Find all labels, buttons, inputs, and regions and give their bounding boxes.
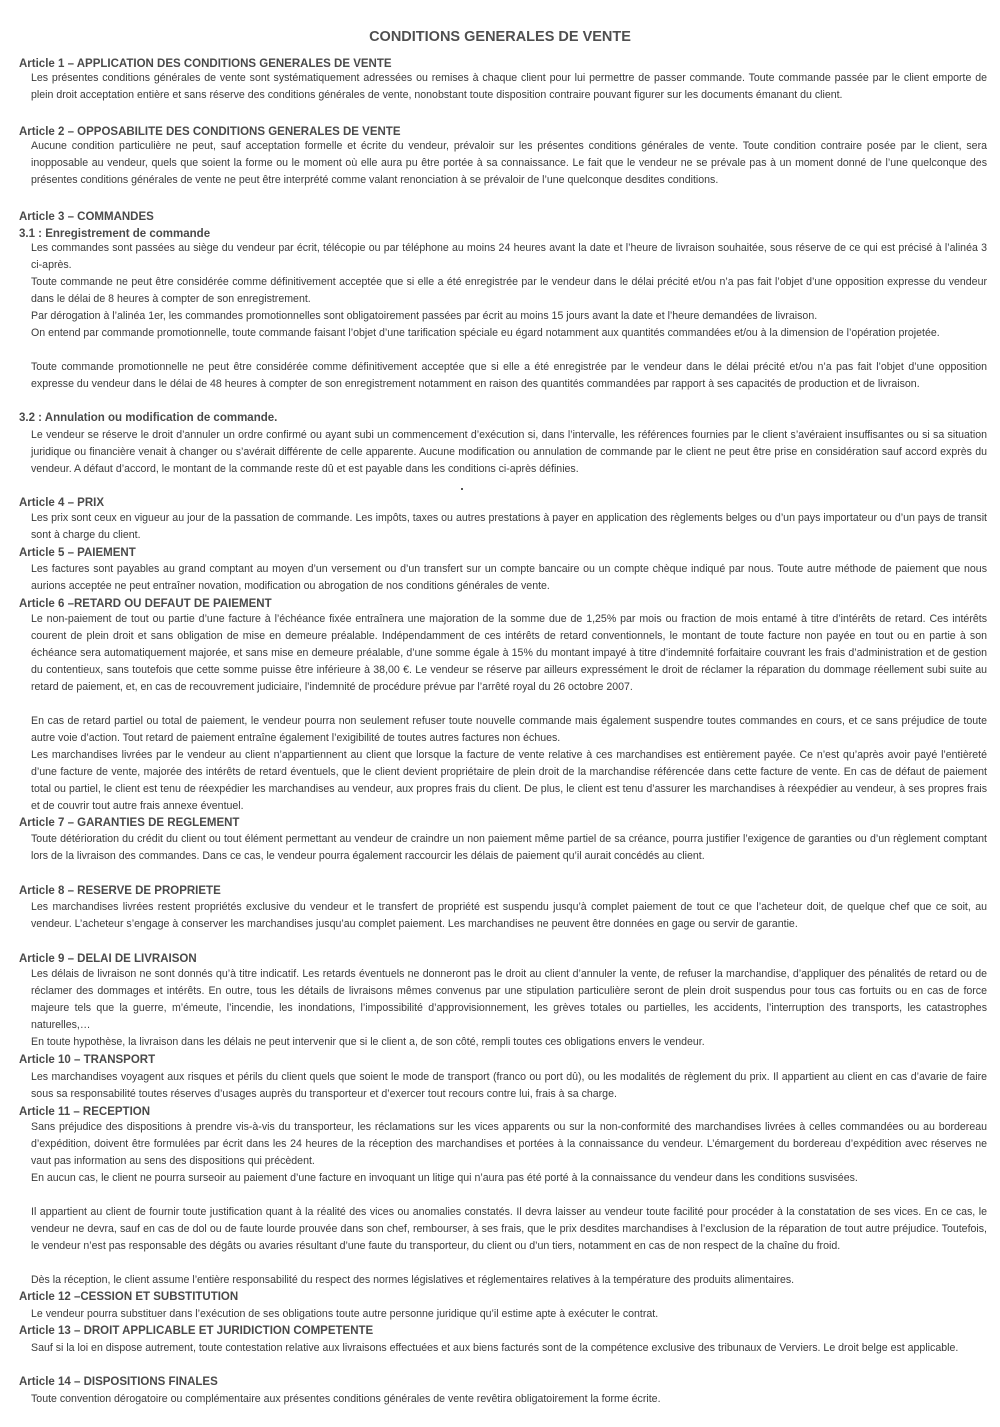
article-9-heading: Article 9 – DELAI DE LIVRAISON — [19, 953, 197, 965]
article-11-heading: Article 11 – RECEPTION — [19, 1106, 151, 1118]
article-4-heading: Article 4 – PRIX — [19, 497, 105, 509]
article-11-paragraph-1: Sans préjudice des dispositions à prendre vis-à-vis du transporteur, les réclamations sur les vices apparents ou sur la non-conformité des marchandises livrées à celles commandées ou au bordereau d’expédition, doivent être formulées par écrit dans les 24 heures de la réception des marchandises et portées à la connaissance du vendeur. L’émargement du bordereau d’expédition avec réserves ne vaut pas information au sens des dispositions qui précèdent. — [31, 1121, 987, 1167]
article-14-heading: Article 14 – DISPOSITIONS FINALES — [19, 1376, 218, 1388]
article-3-heading: Article 3 – COMMANDES — [19, 211, 154, 223]
article-11-paragraph-3: Il appartient au client de fournir toute justification quant à la réalité des vices ou anomalies constatés. Il devra laisser au vendeur toute facilité pour procéder à la constatation de ses vices. En ce cas, le vendeur ne devra, sauf en cas de dol ou de faute lourde prouvée dans son chef, rembourser, à ses frais, que le prix desdites marchandises à l’exclusion de la réparation de tout autre préjudice. Toutefois, le vendeur n’est pas responsable des dégâts ou avaries résultant d’une faute du transporteur, du client ou d’un tiers, notamment en cas de non respect de la chaîne du froid. — [31, 1206, 987, 1252]
article-8-paragraph: Les marchandises livrées restent propriétés exclusive du vendeur et le transfert de propriété est suspendu jusqu’à complet paiement de tout ce que l’acheteur doit, de quelque chef que ce soit, au vendeur. L’acheteur s’engage à conserver les marchandises jusqu’au complet paiement. Les marchandises ne peuvent être données en gage ou servir de garantie. — [31, 901, 987, 930]
article-3-paragraph-2: Toute commande ne peut être considérée comme définitivement acceptée que si elle a été enregistrée par le vendeur dans le délai précité et/ou n’a pas fait l’objet d’une opposition expresse du vendeur dans le délai de 8 heures à compter de son enregistrement. — [31, 276, 987, 305]
article-6-heading: Article 6 –RETARD OU DEFAUT DE PAIEMENT — [19, 598, 272, 610]
article-13-heading: Article 13 – DROIT APPLICABLE ET JURIDICTION COMPETENTE — [19, 1325, 374, 1337]
article-9-paragraph-2: En toute hypothèse, la livraison dans les délais ne peut intervenir que si le client a, de son côté, rempli toutes ces obligations envers le vendeur. — [31, 1036, 705, 1048]
article-5-paragraph: Les factures sont payables au grand comptant au moyen d’un versement ou d’un transfert sur un compte bancaire ou un compte chèque indiqué par nous. Toute autre méthode de paiement que nous aurions acceptée ne peut entraîner novation, modification ou abrogation de nos conditions générales de vente. — [31, 563, 987, 592]
document-title: CONDITIONS GENERALES DE VENTE — [369, 29, 631, 45]
article-12-heading: Article 12 –CESSION ET SUBSTITUTION — [19, 1291, 239, 1303]
article-13-paragraph: Sauf si la loi en dispose autrement, toute contestation relative aux livraisons effectuées et aux biens facturés sont de la compétence exclusive des tribunaux de Verviers. Le droit belge est applicable. — [31, 1342, 959, 1354]
article-3-paragraph-1: Les commandes sont passées au siège du vendeur par écrit, télécopie ou par téléphone au moins 24 heures avant la date et l’heure de livraison souhaitée, sous réserve de ce qui est précisé à l’alinéa 3 ci-après. — [31, 242, 987, 271]
article-3-paragraph-5: Toute commande promotionnelle ne peut être considérée comme définitivement acceptée que si elle a été enregistrée par le vendeur dans le délai précité et/ou n’a pas fait l’objet d’une opposition expresse du vendeur dans le délai de 48 heures à compter de son enregistrement notamment en raison des quantités commandées par rapport à ses capacités de production et de livraison. — [31, 361, 987, 390]
article-2-heading: Article 2 – OPPOSABILITE DES CONDITIONS GENERALES DE VENTE — [19, 126, 401, 138]
article-8-heading: Article 8 – RESERVE DE PROPRIETE — [19, 885, 221, 897]
article-7-heading: Article 7 – GARANTIES DE REGLEMENT — [19, 817, 240, 829]
scan-speck — [461, 488, 463, 490]
article-14-paragraph: Toute convention dérogatoire ou complémentaire aux présentes conditions générales de vente revêtira obligatoirement la forme écrite. — [31, 1393, 661, 1405]
article-3-1-heading: 3.1 : Enregistrement de commande — [19, 228, 211, 240]
article-1-paragraph: Les présentes conditions générales de vente sont systématiquement adressées ou remises à chaque client pour lui permettre de passer commande. Toute commande passée par le client emporte de plein droit acceptation entière et sans réserve des conditions générales de vente, nonobstant toute disposition contraire pouvant figurer sur les documents émanant du client. — [31, 72, 987, 101]
article-1-heading: Article 1 – APPLICATION DES CONDITIONS GENERALES DE VENTE — [19, 58, 392, 70]
article-10-paragraph: Les marchandises voyagent aux risques et périls du client quels que soient le mode de transport (franco ou port dû), ou les modalités de règlement du prix. Il appartient au client en cas d’avarie de faire sous sa responsabilité toutes réserves d’usages auprès du transporteur et d’exercer tout recours contre lui, frais à sa charge. — [31, 1071, 987, 1100]
article-3-paragraph-3: Par dérogation à l’alinéa 1er, les commandes promotionnelles sont obligatoirement passées par écrit au moins 15 jours avant la date et l’heure demandées de livraison. — [31, 310, 818, 322]
article-4-paragraph: Les prix sont ceux en vigueur au jour de la passation de commande. Les impôts, taxes ou autres prestations à payer en application des règlements belges ou d’un pays importateur ou d’un pays de transit sont à charge du client. — [31, 512, 987, 541]
article-12-paragraph: Le vendeur pourra substituer dans l’exécution de ses obligations toute autre personne juridique qu’il estime apte à exécuter le contrat. — [31, 1308, 659, 1320]
article-9-paragraph-1: Les délais de livraison ne sont donnés qu’à titre indicatif. Les retards éventuels ne donneront pas le droit au client d’annuler la vente, de refuser la marchandise, d’appliquer des pénalités de retard ou de réclamer des dommages et intérêts. En outre, tous les détails de livraisons mêmes convenus par une stipulation particulière seront de plein droit suspendus pour tous cas fortuits ou en cas de force majeure tels que la guerre, m’émeute, l’incendie, les inondations, l’impossibilité d’approvisionnement, les grèves totales ou partielles, les accidents, l’interruption des transports, les catastrophes naturelles,… — [31, 968, 987, 1031]
article-5-heading: Article 5 – PAIEMENT — [19, 547, 136, 559]
article-3-paragraph-4: On entend par commande promotionnelle, toute commande faisant l’objet d’une tarification spéciale eu égard notamment aux quantités commandées et/ou à la dimension de l’opération projetée. — [31, 327, 940, 339]
article-6-paragraph-3: Les marchandises livrées par le vendeur au client n’appartiennent au client que lorsque la facture de vente relative à ces marchandises est entièrement payée. Ce n’est qu’après avoir payé l’entièreté d’une facture de vente, majorée des intérêts de retard éventuels, que le client devient propriétaire de plein droit de la marchandise référencée dans cette facture de vente. En cas de défaut de paiement total ou partiel, le client est tenu de réexpédier les marchandises au vendeur, aux propres frais du client. De plus, le client est tenu d’assurer les marchandises à réexpédier au vendeur, à ses propres frais et de couvrir tout autre frais annexe éventuel. — [31, 749, 987, 812]
article-6-paragraph-2: En cas de retard partiel ou total de paiement, le vendeur pourra non seulement refuser toute nouvelle commande mais également suspendre toutes commandes en cours, et ce sans préjudice de toute autre voie d’action. Tout retard de paiement entraîne également l’exigibilité de toutes autres factures non échues. — [31, 715, 987, 744]
article-7-paragraph: Toute détérioration du crédit du client ou tout élément permettant au vendeur de craindre un non paiement même partiel de sa créance, pourra justifier l’exigence de garanties ou d’un règlement comptant lors de la livraison des commandes. Dans ce cas, le vendeur pourra également raccourcir les délais de paiement qu’il aurait concédés au client. — [31, 833, 987, 862]
article-3-2-heading: 3.2 : Annulation ou modification de commande. — [19, 412, 278, 424]
article-11-paragraph-2: En aucun cas, le client ne pourra surseoir au paiement d’une facture en invoquant un litige qui n’aura pas été porté à la connaissance du vendeur dans les conditions susvisées. — [31, 1172, 858, 1184]
article-6-paragraph-1: Le non-paiement de tout ou partie d’une facture à l’échéance fixée entraînera une majoration de la somme due de 1,25% par mois ou fraction de mois entamé à titre d’intérêts de retard. Ces intérêts courent de plein droit et sans obligation de mise en demeure préalable. Indépendamment de ces intérêts de retard conventionnels, le montant de toute facture non payée en tout ou en partie à son échéance sera automatiquement majorée, et sans mise en demeure préalable, d’une somme égale à 15% du montant impayé à titre d’indemnité forfaitaire couvrant les frais d’administration et de gestion du contentieux, sans toutefois que cette somme puisse être inférieure à 38,00 €. Le vendeur se réserve par ailleurs expressément le droit de réclamer la réparation du dommage réellement subi suite au retard de paiement, et, en cas de recouvrement judiciaire, l’indemnité de procédure prévue par l’arrêté royal du 26 octobre 2007. — [31, 613, 987, 693]
article-2-paragraph: Aucune condition particulière ne peut, sauf acceptation formelle et écrite du vendeur, prévaloir sur les présentes conditions générales de vente. Toute condition contraire posée par le client, sera inopposable au vendeur, quels que soient la forme ou le moment où elle aura pu être portée à sa connaissance. Le fait que le vendeur ne se prévale pas à un moment donné de l’une quelconque des présentes conditions générales de vente ne peut être interprété comme valant renonciation à se prévaloir de l’une quelconque desdites conditions. — [31, 140, 987, 186]
article-3-paragraph-6: Le vendeur se réserve le droit d’annuler un ordre confirmé ou ayant subi un commencement d’exécution si, dans l’intervalle, les références fournies par le client s’avéraient insuffisantes ou si sa situation juridique ou financière venait à changer ou s’avérait différente de celle apparente. Aucune modification ou annulation de commande par le client ne peut être prise en considération sauf accord exprès du vendeur. A défaut d’accord, le montant de la commande reste dû et est payable dans les conditions ci-après définies. — [31, 429, 987, 475]
article-11-paragraph-4: Dès la réception, le client assume l’entière responsabilité du respect des normes législatives et réglementaires relatives à la température des produits alimentaires. — [31, 1274, 795, 1286]
article-10-heading: Article 10 – TRANSPORT — [19, 1054, 156, 1066]
